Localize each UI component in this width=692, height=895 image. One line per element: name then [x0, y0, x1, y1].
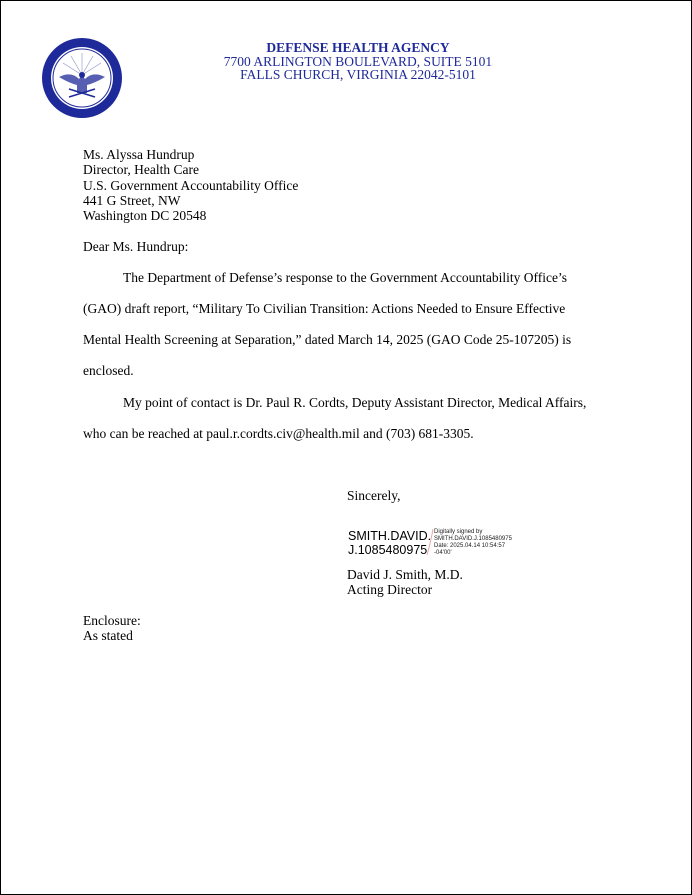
- recipient-line: U.S. Government Accountability Office: [83, 178, 299, 193]
- agency-name: DEFENSE HEALTH AGENCY: [266, 40, 450, 55]
- recipient-line: Ms. Alyssa Hundrup: [83, 147, 195, 162]
- signature-detail: SMITH.DAVID.J.1085480975: [434, 536, 512, 542]
- agency-address-line2: FALLS CHURCH, VIRGINIA 22042-5101: [240, 67, 476, 82]
- recipient-line: Director, Health Care: [83, 162, 200, 177]
- enclosure-value: As stated: [83, 628, 133, 643]
- signature-detail: Digitally signed by: [434, 529, 483, 535]
- signature-date: Date: 2025.04.14 10:54:57: [434, 543, 506, 549]
- body-line: Mental Health Screening at Separation,” dated March 14, 2025 (GAO Code 25-107205) is: [83, 332, 572, 347]
- signer-title: Acting Director: [347, 582, 433, 597]
- body-line: The Department of Defense’s response to the Government Accountability Office’s: [123, 270, 567, 285]
- recipient-line: Washington DC 20548: [83, 208, 207, 223]
- body-line: My point of contact is Dr. Paul R. Cordts, Deputy Assistant Director, Medical Affairs,: [123, 395, 587, 410]
- signature-timezone: -04'00': [434, 550, 452, 556]
- agency-address-line1: 7700 ARLINGTON BOULEVARD, SUITE 5101: [223, 54, 493, 69]
- recipient-line: 441 G Street, NW: [83, 193, 181, 208]
- body-line: enclosed.: [83, 363, 134, 378]
- digital-signature-name[interactable]: SMITH.DAVID.: [348, 529, 432, 543]
- enclosure-label: Enclosure:: [83, 613, 141, 628]
- body-line: who can be reached at paul.r.cordts.civ@health.mil and (703) 681-3305.: [83, 426, 474, 441]
- salutation: Dear Ms. Hundrup:: [83, 239, 189, 254]
- digital-signature-id[interactable]: J.1085480975: [348, 543, 428, 557]
- body-line: (GAO) draft report, “Military To Civilian Transition: Actions Needed to Ensure Effective: [83, 301, 566, 316]
- signer-name: David J. Smith, M.D.: [347, 567, 463, 582]
- closing: Sincerely,: [347, 488, 401, 503]
